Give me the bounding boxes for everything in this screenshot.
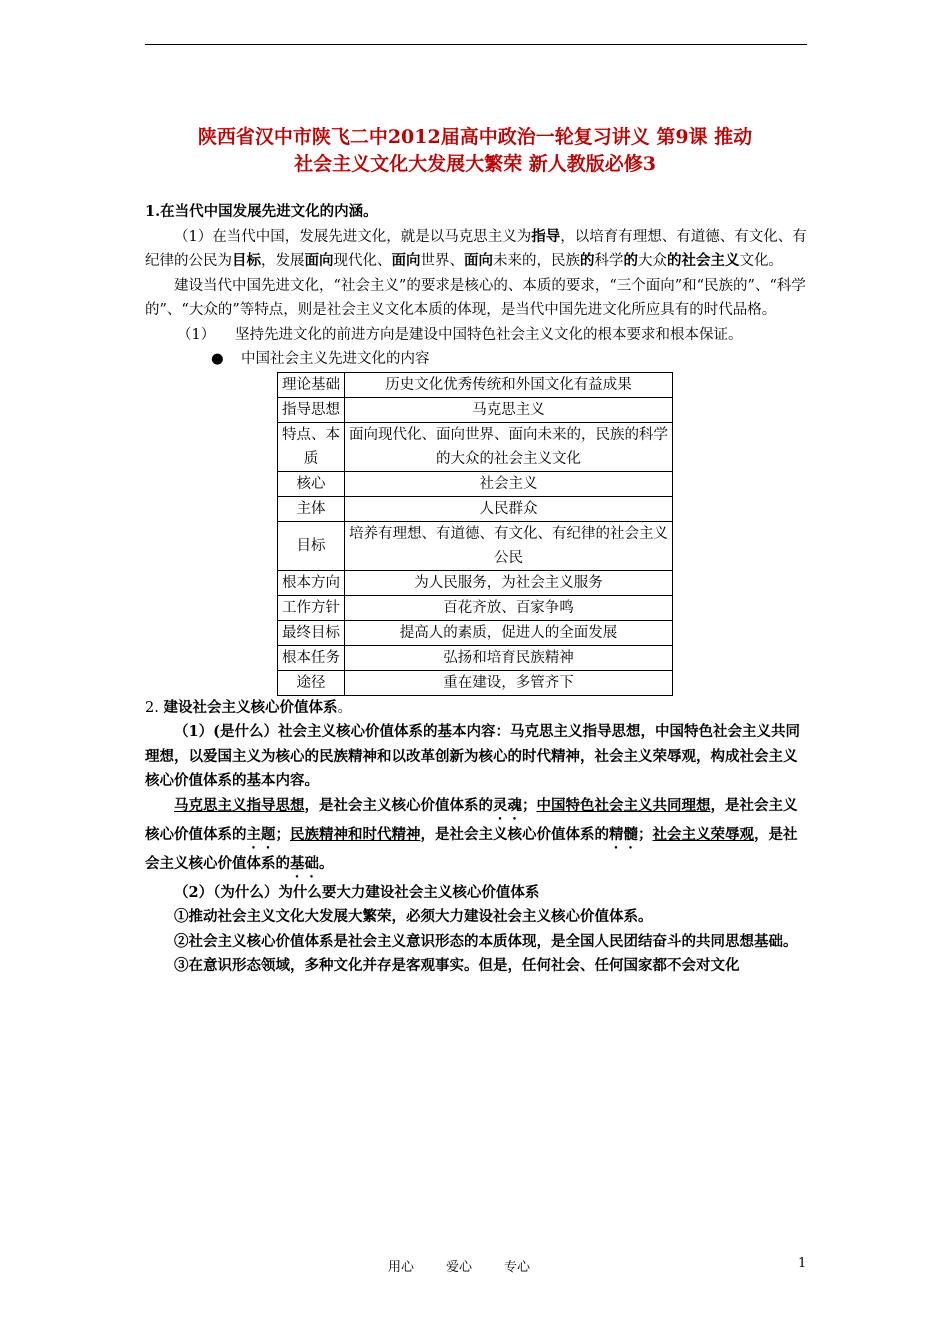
document-title [120,124,830,178]
title-line-1: 陕西省汉中市陕飞二中2012届高中政治一轮复习讲义 第9课 推动 [197,126,753,148]
text-run-bold: 目标 [232,252,261,269]
text-run-underline: 中国特色社会主义共同理想 [536,796,711,814]
section1-heading: 1.在当代中国发展先进文化的内涵。 [145,203,378,220]
table-key-cell: 理论基础 [278,372,345,397]
table-value-cell: 人民群众 [345,496,673,521]
table-value-cell: 培养有理想、有道德、有文化、有纪律的社会主义公民 [345,521,673,570]
text-run-underline: 社会主义荣辱观 [652,825,754,843]
text-run: 科学 [594,253,624,269]
text-run: ，发展 [261,253,305,269]
text-run: 大众 [638,253,667,269]
table-key-cell: 最终目标 [278,620,345,645]
footer-text-2: 爱心 [446,1260,473,1275]
table-row [278,422,673,471]
item-number: （1） [177,326,216,343]
text-run-bold: 的 [623,252,638,269]
table-value-cell: 为人民服务，为社会主义服务 [345,570,673,595]
text-run-emphasis: 精髓 [609,825,638,843]
table-key-cell: 工作方针 [278,595,345,620]
text-run-bold: 社会主义 [681,252,740,269]
section2-paragraph-1: （1）(是什么）社会主义核心价值体系的基本内容：马克思主义指导思想，中国特色社会主义共同理想，以爱国主义为核心的民族精神和以改革创新为核心的时代精神，社会主义荣辱观，构成社会主义核心价值体系的基本内容。 [145,723,800,789]
page-number: 1 [798,1256,807,1271]
text-run-bold: 指导 [531,227,561,245]
culture-content-table [277,372,673,696]
item-text: 坚持先进文化的前进方向是建设中国特色社会主义文化的根本要求和根本保证。 [235,326,743,343]
text-run: 。 [319,854,334,872]
table-row [278,397,673,422]
table-key-cell: 主体 [278,496,345,521]
footer-text-1: 用心 [388,1260,415,1275]
text-run: ； [638,825,653,843]
table-value-cell: 马克思主义 [345,397,673,422]
reason-2: ②社会主义核心价值体系是社会主义意识形态的本质体现，是全国人民团结奋斗的共同思想基础。 [174,932,798,950]
section2-paragraph-2 [145,794,810,881]
table-row [278,645,673,670]
reason-3: ③在意识形态领域，多种文化并存是客观事实。但是，任何社会、任何国家都不会对文化 [174,957,740,974]
text-run-emphasis: 灵魂 [493,796,522,814]
section1-item-1 [145,323,810,348]
footer-text-3: 专心 [504,1260,531,1275]
title-line-2: 社会主义文化大发展大繁荣 新人教版必修3 [294,153,656,175]
table-value-cell: 重在建设，多管齐下 [345,670,673,695]
bullet-text: 中国社会主义先进文化的内容 [241,351,430,367]
text-run-underline: 民族精神和时代精神 [290,825,421,843]
table-value-cell: 社会主义 [345,471,673,496]
heading-end: 。 [337,699,352,716]
page-footer [388,1256,562,1275]
text-run: 未来的，民族 [493,253,580,269]
text-run: ； [275,825,290,843]
table-row [278,570,673,595]
reason-1: ①推动社会主义文化大发展大繁荣，必须大力建设社会主义核心价值体系。 [174,908,653,925]
section1-paragraph-2: 建设当代中国先进文化，“社会主义”的要求是核心的、本质的要求，“三个面向”和“民族的”、“科学的”、“大众的”等特点，则是社会主义文化本质的体现，是当代中国先进文化所应具有的时代品格。 [145,277,806,318]
table-key-cell: 目标 [278,521,345,570]
table-key-cell: 根本方向 [278,570,345,595]
text-run: ，是社会主义核心价值体系的 [145,796,798,843]
table-value-cell: 历史文化优秀传统和外国文化有益成果 [345,372,673,397]
text-run: ，是社会主义核心价值体系的 [145,825,798,872]
bullet-icon: ● [211,351,224,367]
bullet-item [145,347,810,372]
section2-heading [145,696,810,721]
text-run-bold: 的 [667,252,682,269]
text-run-underline: 马克思主义指导思想 [174,796,305,814]
table-row [278,595,673,620]
text-run: 世界、 [420,253,464,269]
table-key-cell: 途径 [278,670,345,695]
table-row [278,670,673,695]
table-value-cell: 提高人的素质，促进人的全面发展 [345,620,673,645]
table-value-cell: 百花齐放、百家争鸣 [345,595,673,620]
table-key-cell: 核心 [278,471,345,496]
heading-number: 2. [145,699,164,716]
table-row [278,372,673,397]
table-value-cell: 面向现代化、面向世界、面向未来的，民族的科学的大众的社会主义文化 [345,422,673,471]
heading-text: 建设社会主义核心价值体系 [163,698,338,716]
text-run: 现代化、 [333,253,392,269]
header-rule [145,44,807,45]
text-run-bold: 面向 [464,252,493,269]
section2-question-2: （2）（为什么）为什么要大力建设社会主义核心价值体系 [174,883,540,901]
table-value-cell: 弘扬和培育民族精神 [345,645,673,670]
table-key-cell: 特点、本质 [278,422,345,471]
text-run-emphasis: 主题 [246,825,276,843]
table-row [278,471,673,496]
section1-paragraph-1 [145,225,810,274]
document-body [145,200,810,979]
text-run: 文化。 [739,253,783,269]
table-row [278,521,673,570]
text-run: ，以培育有理想、有道德、有文化、有纪律的公民为 [145,228,807,269]
text-run-bold: 的 [580,252,595,269]
text-run: ，是社会主义核心价值体系的 [304,796,493,814]
table-row [278,496,673,521]
text-run: （1）在当代中国，发展先进文化，就是以马克思主义为 [174,228,532,245]
table-key-cell: 指导思想 [278,397,345,422]
table-key-cell: 根本任务 [278,645,345,670]
text-run-emphasis: 基础 [290,854,319,872]
text-run: ； [522,796,537,814]
text-run-bold: 面向 [391,252,421,269]
text-run-bold: 面向 [304,252,334,269]
table-row [278,620,673,645]
text-run: ，是社会主义核心价值体系的 [420,825,609,843]
